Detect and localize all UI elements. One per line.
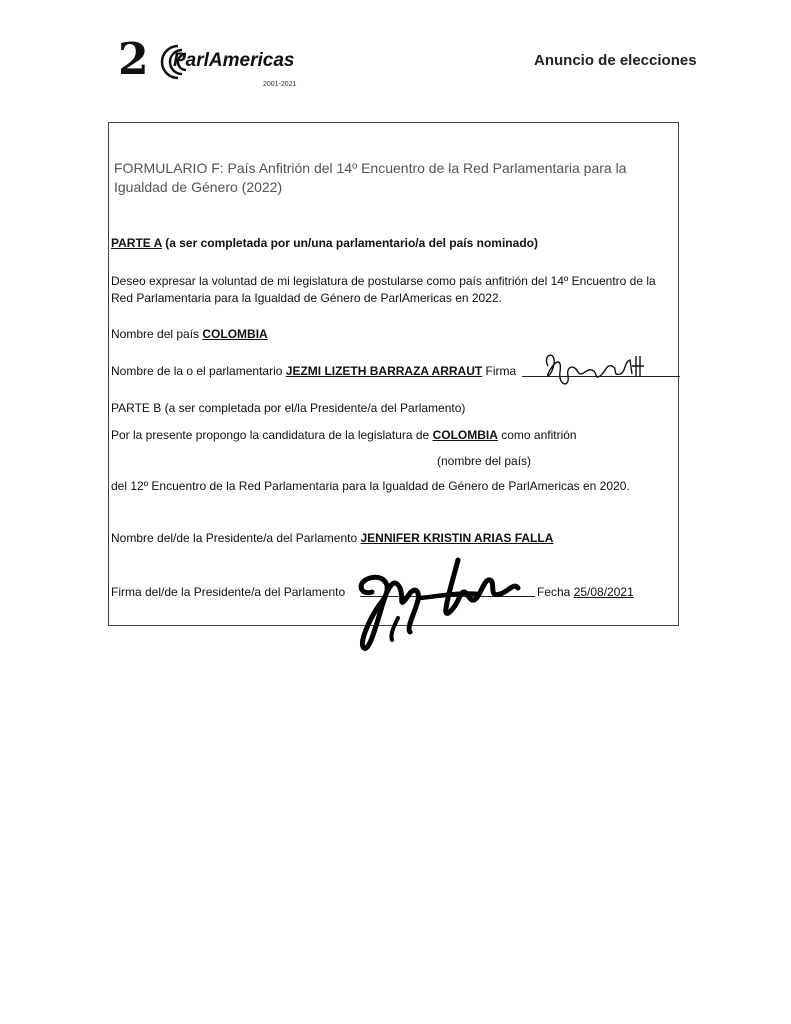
- logo-number: 2: [118, 34, 149, 85]
- form-title-line-2: Igualdad de Género (2022): [114, 179, 283, 195]
- part-a-description: (a ser completada por un/una parlamentario/a del país nominado): [161, 236, 538, 250]
- form-title-line-1: FORMULARIO F: País Anfitrión del 14º Encuentro de la Red Parlamentaria para la: [114, 160, 627, 176]
- part-a-label: PARTE A: [111, 236, 162, 250]
- parliamentarian-signature: [540, 346, 660, 392]
- parliamentarian-label: Nombre de la o el parlamentario: [111, 364, 286, 378]
- propose-country: COLOMBIA: [432, 428, 498, 442]
- firma-label: Firma: [482, 364, 517, 378]
- date-row: [537, 584, 634, 601]
- president-label: Nombre del/de la Presidente/a del Parlamento: [111, 531, 361, 545]
- parlamericas-logo: [118, 36, 308, 96]
- propose-row: [111, 427, 577, 444]
- country-row: [111, 326, 268, 343]
- country-label: Nombre del país: [111, 327, 203, 341]
- part-b-heading: PARTE B (a ser completada por el/la Presidente/a del Parlamento): [111, 401, 466, 415]
- logo-name: ParlAmericas: [173, 50, 295, 71]
- president-value: JENNIFER KRISTIN ARIAS FALLA: [360, 531, 554, 545]
- president-row: [111, 530, 553, 547]
- parliamentarian-row: [111, 363, 516, 380]
- president-sign-label: Firma del/de la Presidente/a del Parlamento: [111, 585, 346, 599]
- logo-years: 2001-2021: [263, 81, 297, 88]
- date-label: Fecha: [537, 585, 574, 599]
- propose-prefix: Por la presente propongo la candidatura de la legislatura de: [111, 428, 433, 442]
- country-value: COLOMBIA: [202, 327, 268, 341]
- statement-line-1: Deseo expresar la voluntad de mi legislatura de postularse como país anfitrión del 14º Encuentro de la: [111, 274, 656, 288]
- part-a-heading: [111, 235, 538, 252]
- propose-suffix: como anfitrión: [497, 428, 577, 442]
- encounter-line: del 12º Encuentro de la Red Parlamentaria para la Igualdad de Género de ParlAmericas en 2020.: [111, 479, 630, 493]
- parliamentarian-value: JEZMI LIZETH BARRAZA ARRAUT: [285, 364, 483, 378]
- president-signature: [350, 548, 530, 652]
- statement-line-2: Red Parlamentaria para la Igualdad de Género de ParlAmericas en 2022.: [111, 291, 502, 305]
- page-title: Anuncio de elecciones: [534, 52, 697, 69]
- date-value: 25/08/2021: [573, 585, 634, 599]
- country-hint: (nombre del país): [437, 454, 532, 468]
- form-title: [114, 159, 674, 197]
